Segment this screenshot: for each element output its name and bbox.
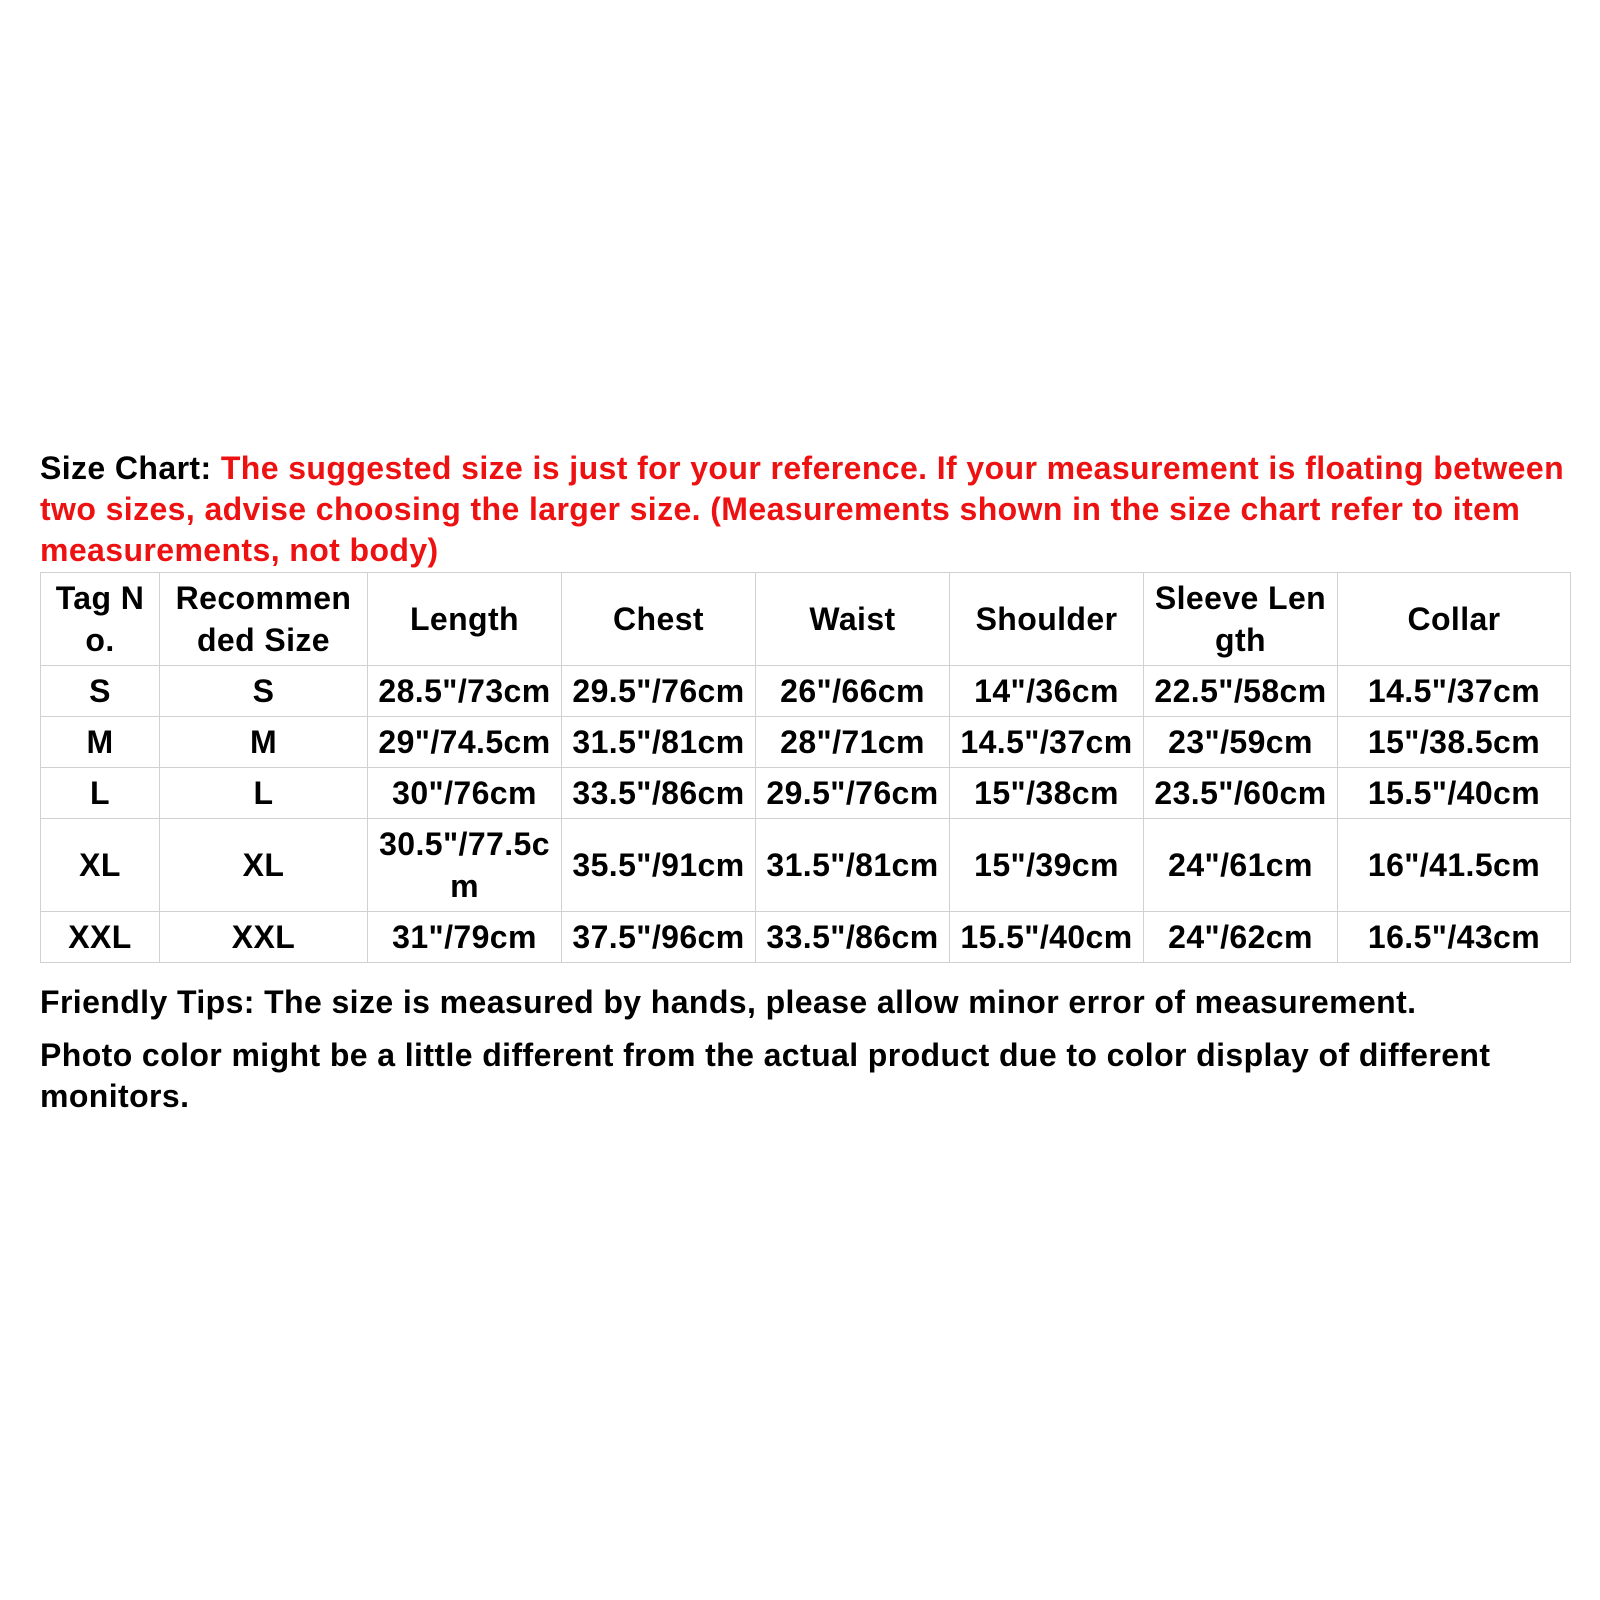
cell-tag: XXL (41, 912, 160, 963)
friendly-tips (40, 982, 1550, 1129)
cell-sleeve-length: 24"/61cm (1144, 819, 1338, 912)
cell-chest: 37.5"/96cm (562, 912, 756, 963)
cell-shoulder: 14"/36cm (950, 666, 1144, 717)
size-table (40, 572, 1571, 963)
header-length: Length (368, 573, 562, 666)
table-row (41, 819, 1571, 912)
cell-sleeve-length: 22.5"/58cm (1144, 666, 1338, 717)
cell-recommended: M (160, 717, 368, 768)
cell-tag: M (41, 717, 160, 768)
cell-sleeve-length: 23"/59cm (1144, 717, 1338, 768)
header-row (41, 573, 1571, 666)
cell-waist: 33.5"/86cm (756, 912, 950, 963)
cell-waist: 28"/71cm (756, 717, 950, 768)
header-waist: Waist (756, 573, 950, 666)
header-collar: Collar (1338, 573, 1571, 666)
header-recommended-size: Recommended Size (160, 573, 368, 666)
cell-waist: 26"/66cm (756, 666, 950, 717)
cell-sleeve-length: 24"/62cm (1144, 912, 1338, 963)
cell-shoulder: 15.5"/40cm (950, 912, 1144, 963)
cell-length: 30"/76cm (368, 768, 562, 819)
tip-measurement: Friendly Tips: The size is measured by hands, please allow minor error of measurement. (40, 984, 1417, 1020)
cell-chest: 33.5"/86cm (562, 768, 756, 819)
tip-photo-color: Photo color might be a little different from the actual product due to color display of different monitors. (40, 1037, 1491, 1114)
table-row (41, 912, 1571, 963)
cell-chest: 35.5"/91cm (562, 819, 756, 912)
cell-shoulder: 15"/38cm (950, 768, 1144, 819)
cell-tag: XL (41, 819, 160, 912)
cell-collar: 15.5"/40cm (1338, 768, 1571, 819)
header-tag-no: Tag No. (41, 573, 160, 666)
cell-tag: S (41, 666, 160, 717)
table-row (41, 768, 1571, 819)
cell-length: 28.5"/73cm (368, 666, 562, 717)
cell-tag: L (41, 768, 160, 819)
cell-recommended: S (160, 666, 368, 717)
cell-length: 29"/74.5cm (368, 717, 562, 768)
cell-waist: 29.5"/76cm (756, 768, 950, 819)
cell-chest: 31.5"/81cm (562, 717, 756, 768)
table-row (41, 666, 1571, 717)
cell-recommended: L (160, 768, 368, 819)
cell-waist: 31.5"/81cm (756, 819, 950, 912)
header-sleeve-length: Sleeve Length (1144, 573, 1338, 666)
cell-collar: 16"/41.5cm (1338, 819, 1571, 912)
header-chest: Chest (562, 573, 756, 666)
cell-sleeve-length: 23.5"/60cm (1144, 768, 1338, 819)
cell-collar: 16.5"/43cm (1338, 912, 1571, 963)
cell-shoulder: 14.5"/37cm (950, 717, 1144, 768)
cell-recommended: XL (160, 819, 368, 912)
cell-length: 31"/79cm (368, 912, 562, 963)
table-row (41, 717, 1571, 768)
cell-collar: 14.5"/37cm (1338, 666, 1571, 717)
cell-length: 30.5"/77.5cm (368, 819, 562, 912)
size-chart-label: Size Chart: (40, 450, 212, 486)
header-shoulder: Shoulder (950, 573, 1144, 666)
cell-collar: 15"/38.5cm (1338, 717, 1571, 768)
cell-shoulder: 15"/39cm (950, 819, 1144, 912)
cell-chest: 29.5"/76cm (562, 666, 756, 717)
cell-recommended: XXL (160, 912, 368, 963)
size-chart-intro (40, 448, 1570, 571)
size-chart-note: The suggested size is just for your reference. If your measurement is floating between two sizes, advise choosing the larger size. (Measurements shown in the size chart refer to item measurements, not body) (40, 450, 1565, 568)
